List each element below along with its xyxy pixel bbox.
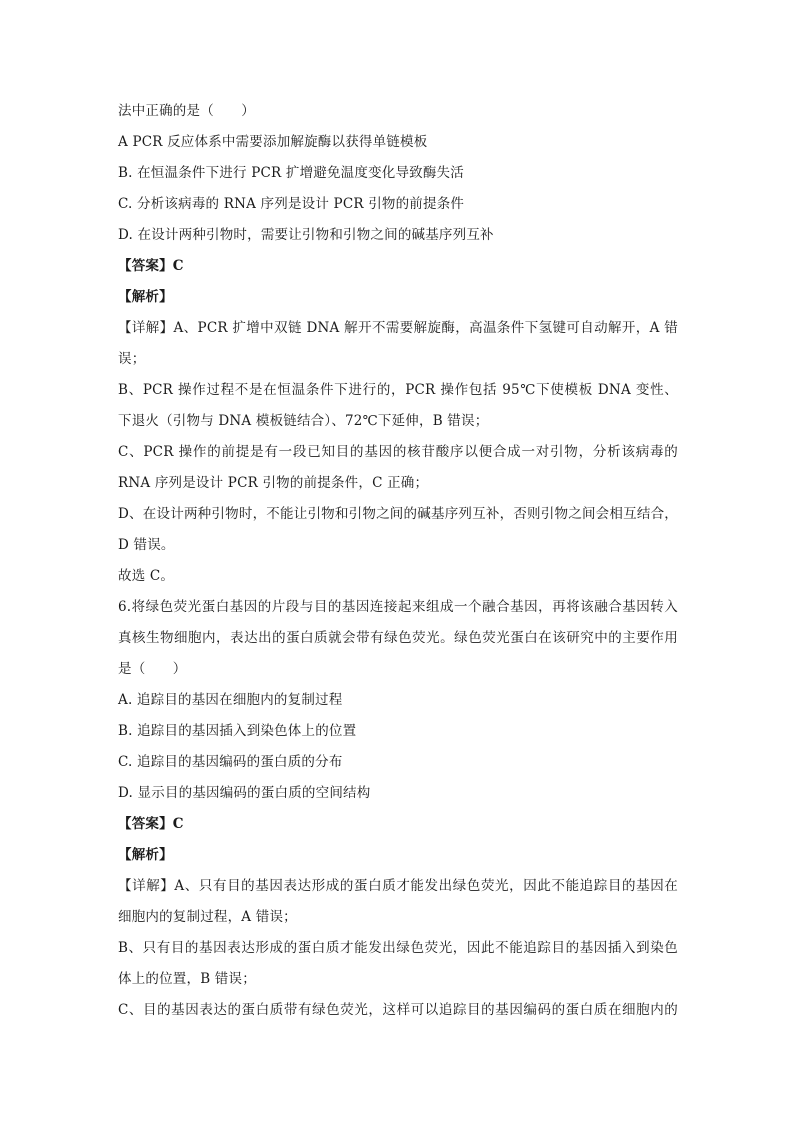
text-line: C、PCR 操作的前提是有一段已知目的基因的核苷酸序以便合成一对引物，分析该病毒的 xyxy=(118,444,678,460)
text-line: D. 显示目的基因编码的蛋白质的空间结构 xyxy=(118,785,371,801)
text-line: C. 分析该病毒的 RNA 序列是设计 PCR 引物的前提条件 xyxy=(118,196,465,212)
text-line: 【答案】C xyxy=(118,258,184,274)
text-line: A PCR 反应体系中需要添加解旋酶以获得单链模板 xyxy=(118,134,428,150)
text-line: 【解析】 xyxy=(118,289,173,305)
document-body xyxy=(118,96,678,1026)
text-line: D. 在设计两种引物时，需要让引物和引物之间的碱基序列互补 xyxy=(118,227,494,243)
text-line: 【答案】C xyxy=(118,816,184,832)
text-line: B. 追踪目的基因插入到染色体上的位置 xyxy=(118,723,357,739)
text-line: D 错误。 xyxy=(118,537,175,553)
text-line: 体上的位置，B 错误； xyxy=(118,971,256,987)
text-line: 故选 C。 xyxy=(118,568,175,584)
text-line: 【解析】 xyxy=(118,847,173,863)
text-line: 是（ ） xyxy=(118,661,187,677)
text-line: C. 追踪目的基因编码的蛋白质的分布 xyxy=(118,754,343,770)
text-line: 6.将绿色荧光蛋白基因的片段与目的基因连接起来组成一个融合基因，再将该融合基因转入 xyxy=(118,599,678,615)
text-line: C、目的基因表达的蛋白质带有绿色荧光，这样可以追踪目的基因编码的蛋白质在细胞内的 xyxy=(118,1002,678,1018)
text-line: B. 在恒温条件下进行 PCR 扩增避免温度变化导致酶失活 xyxy=(118,165,464,181)
text-line: 【详解】A、只有目的基因表达形成的蛋白质才能发出绿色荧光，因此不能追踪目的基因在 xyxy=(118,878,678,894)
text-line: RNA 序列是设计 PCR 引物的前提条件，C 正确； xyxy=(118,475,429,491)
text-line: B、PCR 操作过程不是在恒温条件下进行的，PCR 操作包括 95℃下使模板 DNA 变性、 xyxy=(118,382,678,398)
text-line: D、在设计两种引物时，不能让引物和引物之间的碱基序列互补，否则引物之间会相互结合， xyxy=(118,506,678,522)
text-line: A. 追踪目的基因在细胞内的复制过程 xyxy=(118,692,343,708)
text-line: 【详解】A、PCR 扩增中双链 DNA 解开不需要解旋酶，高温条件下氢键可自动解开，A 错 xyxy=(118,320,678,336)
text-line: B、只有目的基因表达形成的蛋白质才能发出绿色荧光，因此不能追踪目的基因插入到染色 xyxy=(118,940,678,956)
text-line: 真核生物细胞内，表达出的蛋白质就会带有绿色荧光。绿色荧光蛋白在该研究中的主要作用 xyxy=(118,630,678,646)
text-line: 误； xyxy=(118,351,146,367)
text-line: 法中正确的是（ ） xyxy=(118,103,255,119)
text-line: 下退火（引物与 DNA 模板链结合）、72℃下延伸，B 错误； xyxy=(118,413,489,429)
text-line: 细胞内的复制过程，A 错误； xyxy=(118,909,297,925)
